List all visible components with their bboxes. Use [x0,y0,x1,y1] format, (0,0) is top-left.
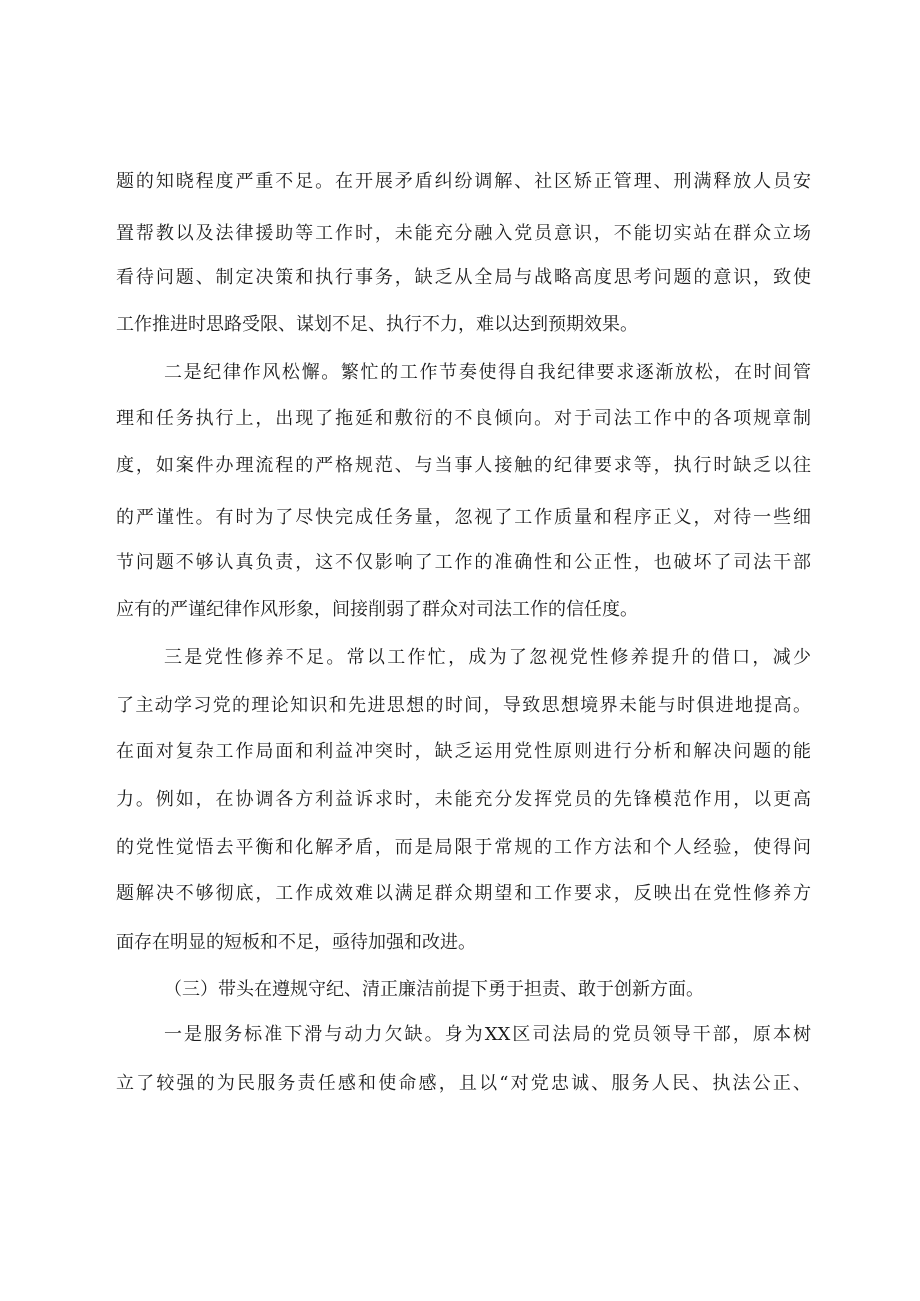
text-line: 看待问题、制定决策和执行事务，缺乏从全局与战略高度思考问题的意识，致使 [116,267,811,288]
text-line: 节问题不够认真负责，这不仅影响了工作的准确性和公正性，也破坏了司法干部 [116,552,811,573]
section-heading: （三）带头在遵规守纪、清正廉洁前提下勇于担责、敢于创新方面。 [164,979,704,1000]
text-line: 立了较强的为民服务责任感和使命感，且以“对党忠诚、服务人民、执法公正、 [116,1073,811,1094]
text-line: 题解决不够彻底，工作成效难以满足群众期望和工作要求，反映出在党性修养方 [116,883,811,904]
paragraph-first-line: 三是党性修养不足。常以工作忙，成为了忽视党性修养提升的借口，减少 [164,647,811,668]
text-line: 工作推进时思路受限、谋划不足、执行不力，难以达到预期效果。 [116,314,638,335]
text-line: 的党性觉悟去平衡和化解矛盾，而是局限于常规的工作方法和个人经验，使得问 [116,837,811,858]
text-line: 的严谨性。有时为了尽快完成任务量，忽视了工作质量和程序正义，对待一些细 [116,507,811,528]
text-line: 度，如案件办理流程的严格规范、与当事人接触的纪律要求等，执行时缺乏以往 [116,455,811,476]
text-line: 理和任务执行上，出现了拖延和敷衍的不良倾向。对于司法工作中的各项规章制 [116,408,811,429]
text-line: 置帮教以及法律援助等工作时，未能充分融入党员意识，不能切实站在群众立场 [116,223,811,244]
paragraph-first-line: 二是纪律作风松懈。繁忙的工作节奏使得自我纪律要求逐渐放松，在时间管 [164,362,811,383]
paragraph-first-line: 一是服务标准下滑与动力欠缺。身为XX区司法局的党员领导干部，原本树 [164,1024,811,1045]
text-line: 应有的严谨纪律作风形象，间接削弱了群众对司法工作的信任度。 [116,599,638,620]
text-line: 在面对复杂工作局面和利益冲突时，缺乏运用党性原则进行分析和解决问题的能 [116,741,811,762]
text-line: 题的知晓程度严重不足。在开展矛盾纠纷调解、社区矫正管理、刑满释放人员安 [116,171,811,192]
text-line: 了主动学习党的理论知识和先进思想的时间，导致思想境界未能与时俱进地提高。 [116,695,811,716]
text-line: 面存在明显的短板和不足，亟待加强和改进。 [116,932,476,953]
text-line: 力。例如，在协调各方利益诉求时，未能充分发挥党员的先锋模范作用，以更高 [116,789,811,810]
